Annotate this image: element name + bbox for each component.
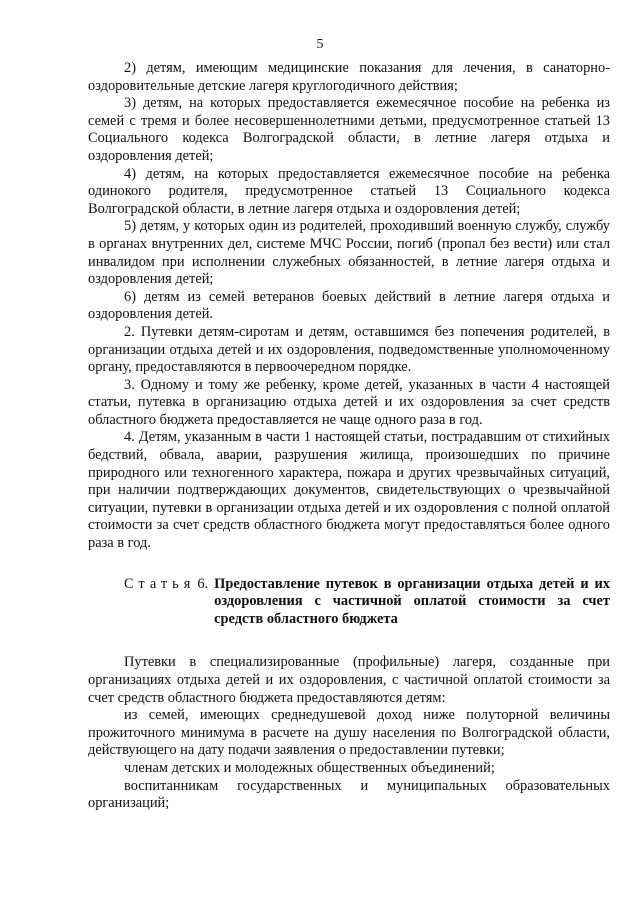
paragraph-article-intro: Путевки в специализированные (профильные) лагеря, созданные при организациях отдыха детей и их оздоровления, с частичной оплатой стоимости за счет средств областного бюджета предоставляются детям: <box>88 654 610 706</box>
article-heading <box>88 576 610 629</box>
article-body <box>88 654 610 812</box>
paragraph-low-income: из семей, имеющих среднедушевой доход ниже полуторной величины прожиточного минимума в расчете на душу населения по Волгоградской области, действующего на дату подачи заявления о предоставлении путевки; <box>88 707 610 759</box>
paragraph-item-3: 3) детям, на которых предоставляется ежемесячное пособие на ребенка из семей с тремя и более несовершеннолетними детьми, предусмотренное статьей 13 Социального кодекса Волгоградской области, в летние лагеря отдыха и оздоровления детей; <box>88 95 610 164</box>
paragraph-part-2: 2. Путевки детям-сиротам и детям, оставшимся без попечения родителей, в организации отдыха детей и их оздоровления, подведомственные уполномоченному органу, предоставляются в первоочередном порядке. <box>88 323 610 376</box>
paragraph-part-3: 3. Одному и тому же ребенку, кроме детей, указанных в части 4 настоящей статьи, путевка в организацию отдыха детей и их оздоровления за счет средств областного бюджета предоставляется не чаще одного раза в год. <box>88 376 610 428</box>
document-body <box>88 60 610 813</box>
paragraph-item-5: 5) детям, у которых один из родителей, проходивший военную службу, службу в органах внутренних дел, системе МЧС России, погиб (пропал без вести) или стал инвалидом при исполнении служебных обязанностей, в летние лагеря отдыха и оздоровления детей; <box>88 218 610 288</box>
paragraph-item-2: 2) детям, имеющим медицинские показания для лечения, в санаторно-оздоровительные детские лагеря круглогодичного действия; <box>88 60 610 94</box>
article-label: Статья <box>124 575 196 592</box>
article-title <box>214 576 610 629</box>
paragraph-public-associations: членам детских и молодежных общественных объединений; <box>124 759 495 776</box>
paragraph-pupils: воспитанникам государственных и муниципальных образовательных организаций; <box>88 777 610 812</box>
paragraph-item-4: 4) детям, на которых предоставляется ежемесячное пособие на ребенка одинокого родителя, предусмотренное статьей 13 Социального кодекса Волгоградской области, в летние лагеря отдыха и оздоровления детей; <box>88 165 610 217</box>
article-number: 6. <box>197 575 209 592</box>
paragraph-part-4: 4. Детям, указанным в части 1 настоящей статьи, пострадавшим от стихийных бедствий, обвала, аварии, разрушения жилища, произошедших по причине природного или техногенного характера, пожара и других чрезвычайных ситуаций, при наличии подтверждающих документов, свидетельствующих о чрезвычайной ситуации, путевки в организации отдыха детей и их оздоровления с полной оплатой стоимости за счет средств областного бюджета могут предоставляться более одного раза в год. <box>88 429 610 552</box>
paragraph-item-6: 6) детям из семей ветеранов боевых действий в летние лагеря отдыха и оздоровления детей. <box>88 288 610 323</box>
page-number: 5 <box>316 37 324 52</box>
article-title-text: Предоставление путевок в организации отдыха детей и их оздоровления с частичной оплатой стоимости за счет средств областного бюджета <box>214 575 610 627</box>
